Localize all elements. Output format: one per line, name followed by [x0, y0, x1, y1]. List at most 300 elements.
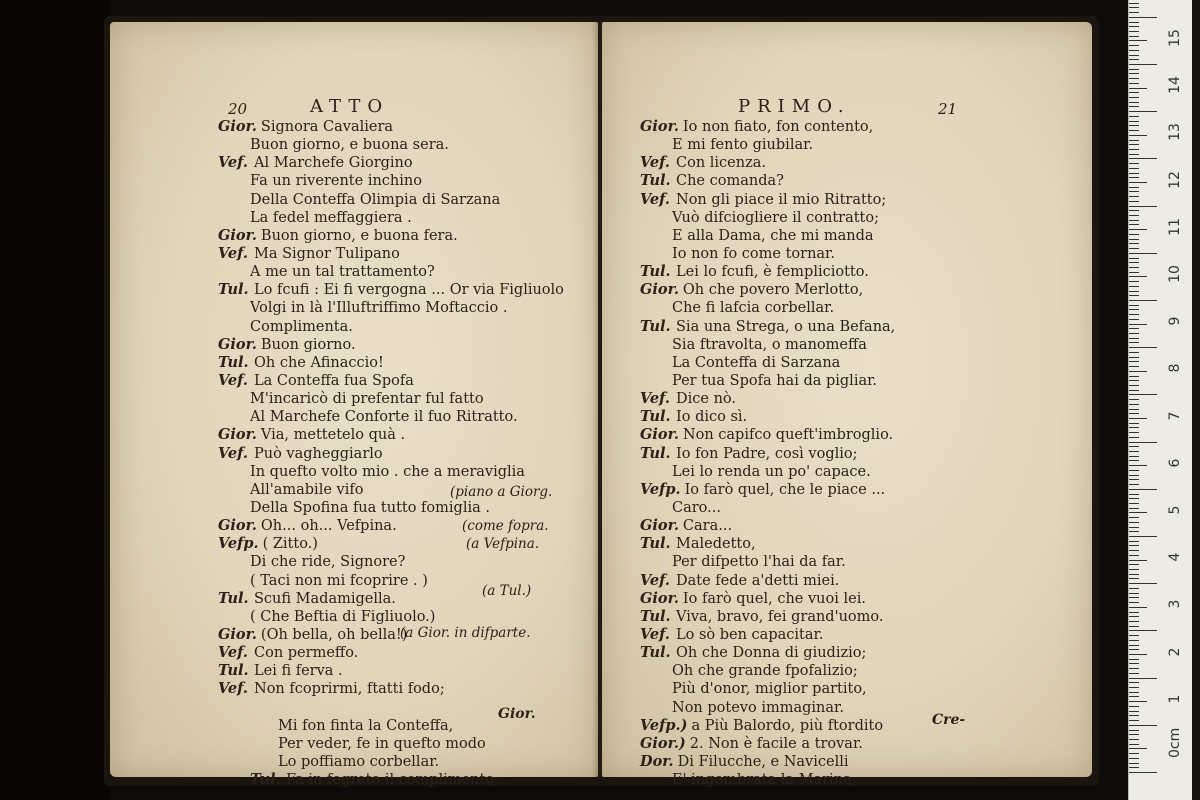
line-text: Della Conteffa Olimpia di Sarzana — [250, 191, 501, 208]
verse-line — [218, 608, 564, 626]
verse-line — [218, 227, 564, 245]
ruler-tick — [1129, 668, 1139, 669]
stage-direction: (a Vefpina. — [466, 536, 540, 552]
ruler-tick — [1129, 555, 1139, 556]
ruler-tick — [1129, 753, 1139, 754]
ruler-label: 0cm — [1167, 727, 1183, 758]
line-text: Può vagheggiarlo — [254, 445, 383, 462]
line-text: Lei lo fcufi, è fempliciotto. — [676, 264, 869, 281]
ruler-label — [1167, 0, 1183, 3]
ruler-tick — [1129, 69, 1139, 70]
ruler-tick — [1129, 692, 1139, 693]
verse-line — [640, 172, 895, 190]
ruler-tick — [1129, 612, 1139, 613]
ruler-tick — [1129, 12, 1139, 13]
verse-line — [218, 463, 564, 481]
ruler-tick — [1129, 300, 1157, 301]
ruler-tick — [1129, 725, 1157, 726]
verse-line — [640, 227, 895, 245]
catchword-left: Gior. — [498, 706, 536, 722]
ruler-tick — [1129, 413, 1139, 414]
line-text: Al Marchefe Giorgino — [254, 155, 413, 172]
ruler-tick — [1129, 59, 1139, 60]
verse-line — [640, 209, 895, 227]
line-text: Io farò quel, che vuoi lei. — [682, 590, 866, 607]
line-text: (Oh bella, oh bella!) — [260, 626, 408, 643]
line-text: Oh... oh... Vefpina. — [260, 518, 397, 535]
left-text-block — [218, 118, 564, 789]
ruler-tick — [1129, 649, 1139, 650]
ruler-tick — [1129, 168, 1139, 169]
ruler-tick — [1129, 588, 1139, 589]
ruler-tick — [1129, 196, 1139, 197]
ruler-tick — [1129, 602, 1139, 603]
ruler-tick — [1129, 706, 1139, 707]
ruler-label: 6 — [1167, 458, 1183, 468]
verse-line — [640, 245, 895, 263]
ruler-tick — [1129, 460, 1139, 461]
verse-line — [640, 572, 895, 590]
verse-line — [640, 390, 895, 408]
line-text: Al Marchefe Conforte il fuo Ritratto. — [250, 409, 518, 426]
ruler-tick — [1129, 26, 1139, 27]
line-text: Di che ride, Signore? — [250, 554, 406, 571]
line-text: Signora Cavaliera — [260, 119, 394, 135]
verse-line — [218, 735, 564, 753]
line-text: Di Filucche, e Navicelli — [677, 753, 849, 770]
ruler-tick — [1129, 7, 1139, 8]
line-text: Io fon Padre, così voglio; — [676, 445, 858, 462]
line-text: Non gli piace il mio Ritratto; — [676, 191, 887, 208]
ruler-tick — [1129, 673, 1139, 674]
ruler-tick — [1129, 224, 1139, 225]
line-text: Dice nò. — [676, 391, 736, 408]
ruler-tick — [1129, 111, 1157, 112]
speaker-name: Vefp. — [640, 480, 681, 498]
ruler-tick — [1129, 645, 1139, 646]
speaker-name: Tul. — [218, 281, 249, 299]
speaker-name: Vef. — [640, 571, 670, 589]
ruler-tick — [1129, 399, 1139, 400]
ruler-tick — [1129, 361, 1139, 362]
verse-line — [640, 771, 895, 789]
ruler-tick — [1129, 635, 1139, 636]
verse-line — [640, 717, 895, 735]
verse-line — [640, 118, 895, 136]
line-text: La Conteffa di Sarzana — [672, 354, 841, 371]
ruler-tick — [1129, 3, 1139, 4]
ruler-tick — [1129, 630, 1157, 631]
speaker-name: Vef. — [218, 644, 248, 662]
verse-line — [218, 299, 564, 317]
page-number-left: 20 — [228, 100, 248, 118]
ruler-tick — [1129, 116, 1139, 117]
verse-line — [640, 408, 895, 426]
verse-line — [640, 445, 895, 463]
verse-line — [218, 118, 564, 136]
background — [0, 0, 110, 800]
ruler-tick — [1129, 102, 1139, 103]
ruler-tick — [1129, 578, 1139, 579]
ruler-tick — [1129, 541, 1139, 542]
speaker-name: Tul. — [250, 771, 281, 789]
ruler-label: 5 — [1167, 505, 1183, 515]
ruler-tick — [1129, 135, 1147, 136]
speaker-name: Vef. — [640, 154, 670, 172]
ruler-tick — [1129, 560, 1147, 561]
ruler-tick — [1129, 88, 1147, 89]
line-text: Lo poffiamo corbellar. — [278, 753, 440, 770]
verse-line — [218, 372, 564, 390]
line-text: Caro... — [672, 499, 721, 516]
ruler-tick — [1129, 640, 1139, 641]
ruler-tick — [1129, 380, 1139, 381]
verse-line — [640, 680, 895, 698]
speaker-name: Gior. — [218, 226, 257, 244]
ruler-edge — [1192, 0, 1200, 800]
verse-line — [218, 245, 564, 263]
speaker-name: Vef. — [218, 244, 248, 262]
verse-line — [218, 209, 564, 227]
line-text: Della Spofina fua tutto fomiglia . — [250, 499, 490, 516]
ruler-tick — [1129, 763, 1139, 764]
line-text: Buon giorno, e buona fera. — [260, 227, 458, 244]
ruler-tick — [1129, 583, 1157, 584]
line-text: Io non fo come tornar. — [672, 245, 835, 262]
line-text: Sia una Strega, o una Befana, — [676, 318, 896, 335]
ruler-label: 7 — [1167, 411, 1183, 421]
ruler-tick — [1129, 210, 1139, 211]
verse-line — [218, 771, 564, 789]
ruler-tick — [1129, 309, 1139, 310]
speaker-name: Tul. — [640, 607, 671, 625]
line-text: Lei fi ferva . — [254, 663, 343, 680]
ruler-tick — [1129, 404, 1139, 405]
speaker-name: Tul. — [640, 644, 671, 662]
ruler-tick — [1129, 36, 1139, 37]
ruler-tick — [1129, 475, 1139, 476]
verse-line — [640, 336, 895, 354]
verse-line — [640, 426, 895, 444]
line-text: ( Taci non mi fcoprire . ) — [250, 572, 428, 589]
ruler-tick — [1129, 64, 1157, 65]
ruler-tick — [1129, 508, 1139, 509]
line-text: Viva, bravo, fei grand'uomo. — [676, 608, 884, 625]
ruler-tick — [1129, 154, 1139, 155]
ruler-tick — [1129, 106, 1139, 107]
ruler-tick — [1129, 503, 1139, 504]
ruler-tick — [1129, 253, 1157, 254]
speaker-name: Tul. — [640, 408, 671, 426]
ruler-tick — [1129, 295, 1139, 296]
speaker-name: Tul. — [218, 662, 249, 680]
verse-line — [640, 481, 895, 499]
ruler-label: 1 — [1167, 694, 1183, 704]
verse-line — [640, 499, 895, 517]
ruler-tick — [1129, 319, 1139, 320]
ruler-tick — [1129, 409, 1139, 410]
ruler-tick — [1129, 536, 1157, 537]
speaker-name: Gior. — [640, 589, 679, 607]
verse-line — [640, 263, 895, 281]
verse-line — [218, 753, 564, 771]
ruler-tick — [1129, 687, 1139, 688]
ruler-tick — [1129, 158, 1157, 159]
ruler-tick — [1129, 767, 1139, 768]
ruler-tick — [1129, 215, 1139, 216]
line-text: E alla Dama, che mi manda — [672, 227, 874, 244]
line-text: Lo sò ben capacitar. — [676, 626, 824, 643]
speaker-name: Tul. — [218, 589, 249, 607]
ruler-tick — [1129, 173, 1139, 174]
ruler-tick — [1129, 744, 1139, 745]
ruler-tick — [1129, 328, 1139, 329]
ruler-tick — [1129, 484, 1139, 485]
ruler-tick — [1129, 281, 1139, 282]
line-text: ( Zitto.) — [262, 536, 318, 553]
ruler-tick — [1129, 385, 1139, 386]
ruler-tick — [1129, 121, 1139, 122]
verse-line — [640, 608, 895, 626]
catchword-right: Cre- — [932, 712, 966, 728]
ruler-tick — [1129, 456, 1139, 457]
verse-line — [218, 662, 564, 680]
verse-line — [218, 136, 564, 154]
ruler-tick — [1129, 531, 1139, 532]
ruler-tick — [1129, 201, 1139, 202]
ruler-label: 13 — [1167, 123, 1183, 142]
ruler-tick — [1129, 73, 1139, 74]
verse-line — [218, 445, 564, 463]
ruler-tick — [1129, 267, 1139, 268]
ruler-tick — [1129, 569, 1139, 570]
line-text: Non potevo immaginar. — [672, 699, 844, 716]
measurement-ruler — [1128, 0, 1193, 800]
line-text: Oh che Afinaccio! — [254, 354, 384, 371]
ruler-tick — [1129, 314, 1139, 315]
speaker-name: Tul. — [640, 444, 671, 462]
line-text: E mi fento giubilar. — [672, 137, 814, 154]
ruler-tick — [1129, 394, 1157, 395]
line-text: Buon giorno, e buona sera. — [250, 137, 449, 154]
line-text: Io farò quel, che le piace ... — [684, 481, 886, 498]
ruler-tick — [1129, 711, 1139, 712]
ruler-tick — [1129, 177, 1139, 178]
ruler-tick — [1129, 83, 1139, 84]
ruler-tick — [1129, 92, 1139, 93]
speaker-name: Dor. — [640, 752, 674, 770]
ruler-tick — [1129, 748, 1147, 749]
ruler-tick — [1129, 182, 1147, 183]
page-number-right: 21 — [938, 100, 958, 118]
line-text: All'amabile vifo — [250, 481, 364, 498]
line-text: Sia ftravolta, o manomeffa — [672, 336, 867, 353]
ruler-tick — [1129, 517, 1139, 518]
ruler-tick — [1129, 17, 1157, 18]
ruler-tick — [1129, 418, 1147, 419]
ruler-tick — [1129, 130, 1139, 131]
ruler-tick — [1129, 234, 1139, 235]
ruler-tick — [1129, 286, 1139, 287]
line-text: Via, mettetelo quà . — [260, 427, 406, 444]
ruler-tick — [1129, 78, 1139, 79]
ruler-tick — [1129, 593, 1139, 594]
verse-line — [640, 299, 895, 317]
verse-line — [218, 553, 564, 571]
ruler-tick — [1129, 229, 1147, 230]
verse-line — [640, 318, 895, 336]
verse-line — [218, 408, 564, 426]
line-text: Scufi Madamigella. — [254, 590, 396, 607]
ruler-tick — [1129, 31, 1139, 32]
stage-direction: (piano a Giorg. — [450, 484, 553, 500]
speaker-name: Vef. — [218, 154, 248, 172]
ruler-tick — [1129, 437, 1139, 438]
verse-line — [218, 680, 564, 698]
line-text: Lei lo renda un po' capace. — [672, 463, 871, 480]
ruler-tick — [1129, 239, 1139, 240]
speaker-name: Tul. — [218, 353, 249, 371]
ruler-tick — [1129, 465, 1147, 466]
line-text: Date fede a'detti miei. — [676, 572, 840, 589]
ruler-tick — [1129, 715, 1139, 716]
ruler-label: 4 — [1167, 552, 1183, 562]
ruler-label: 2 — [1167, 647, 1183, 657]
line-text: 2. Non è facile a trovar. — [689, 735, 863, 752]
ruler-tick — [1129, 682, 1139, 683]
ruler-tick — [1129, 55, 1139, 56]
ruler-tick — [1129, 347, 1157, 348]
ruler-tick — [1129, 479, 1139, 480]
verse-line — [218, 263, 564, 281]
ruler-tick — [1129, 291, 1139, 292]
verse-line — [640, 662, 895, 680]
ruler-tick — [1129, 626, 1139, 627]
ruler-tick — [1129, 258, 1139, 259]
running-head-right: PRIMO. — [738, 96, 851, 117]
stage-direction: (a Gior. in difparte. — [400, 625, 531, 641]
line-text: a Più Balordo, più ftordito — [691, 717, 884, 734]
ruler-tick — [1129, 427, 1139, 428]
ruler-tick — [1129, 489, 1157, 490]
ruler-tick — [1129, 772, 1157, 773]
ruler-tick — [1129, 50, 1139, 51]
ruler-tick — [1129, 621, 1139, 622]
verse-line — [218, 426, 564, 444]
speaker-name: Gior. — [640, 426, 679, 444]
line-text: In quefto volto mio . che a meraviglia — [250, 463, 525, 480]
ruler-tick — [1129, 654, 1147, 655]
ruler-tick — [1129, 22, 1139, 23]
verse-line — [218, 354, 564, 372]
verse-line — [640, 154, 895, 172]
ruler-tick — [1129, 333, 1139, 334]
line-text: Volgi in là l'Illuftriffimo Moftaccio . — [250, 300, 508, 317]
line-text: Con permeffo. — [254, 645, 359, 662]
ruler-tick — [1129, 678, 1157, 679]
line-text: A me un tal trattamento? — [250, 264, 435, 281]
verse-line — [640, 517, 895, 535]
speaker-name: Gior. — [218, 625, 257, 643]
line-text: Oh che grande fpofalizio; — [672, 663, 858, 680]
ruler-tick — [1129, 498, 1139, 499]
right-page — [602, 22, 1092, 789]
ruler-tick — [1129, 338, 1139, 339]
speaker-name: Vef. — [640, 390, 670, 408]
ruler-tick — [1129, 701, 1147, 702]
line-text: E' ingombrata la Marina; — [672, 772, 857, 789]
ruler-tick — [1129, 522, 1139, 523]
verse-line — [218, 390, 564, 408]
ruler-tick — [1129, 371, 1147, 372]
line-text: Io non fiato, fon contento, — [682, 119, 874, 135]
line-text: Con licenza. — [676, 155, 766, 172]
line-text: Non fcoprirmi, ftatti fodo; — [254, 681, 445, 698]
line-text: Buon giorno. — [260, 336, 356, 353]
speaker-name: Gior. — [218, 335, 257, 353]
verse-line — [640, 553, 895, 571]
speaker-name: Gior. — [218, 118, 257, 135]
line-text: Oh che Donna di giudizio; — [676, 645, 867, 662]
speaker-name: Tul. — [640, 535, 671, 553]
line-text: Complimenta. — [250, 318, 353, 335]
ruler-tick — [1129, 248, 1139, 249]
ruler-tick — [1129, 163, 1139, 164]
ruler-tick — [1129, 187, 1139, 188]
verse-line — [218, 191, 564, 209]
ruler-tick — [1129, 446, 1139, 447]
ruler-tick — [1129, 663, 1139, 664]
speaker-name: Vef. — [218, 680, 248, 698]
speaker-name: Vef. — [640, 625, 670, 643]
ruler-label: 15 — [1167, 29, 1183, 47]
ruler-tick — [1129, 758, 1139, 759]
ruler-tick — [1129, 607, 1147, 608]
line-text: Che comanda? — [676, 173, 784, 190]
verse-line — [640, 535, 895, 553]
ruler-label: 11 — [1167, 217, 1183, 236]
line-text: La Conteffa fua Spofa — [254, 372, 414, 389]
verse-line — [640, 463, 895, 481]
line-text: Mi fon finta la Conteffa, — [278, 717, 454, 734]
ruler-tick — [1129, 352, 1139, 353]
stage-direction: (a Tul.) — [482, 583, 532, 599]
speaker-name: Vef. — [218, 444, 248, 462]
speaker-name: Gior.) — [640, 734, 686, 752]
ruler-label: 14 — [1167, 76, 1183, 95]
verse-line — [640, 281, 895, 299]
speaker-name: Vefp. — [218, 535, 259, 553]
speaker-name: Vefp.) — [640, 716, 688, 734]
verse-line — [640, 753, 895, 771]
stage-direction: (come fopra. — [462, 518, 549, 534]
ruler-tick — [1129, 342, 1139, 343]
ruler-tick — [1129, 45, 1139, 46]
ruler-tick — [1129, 739, 1139, 740]
ruler-tick — [1129, 140, 1139, 141]
ruler-tick — [1129, 144, 1139, 145]
line-text: M'incaricò di prefentar ful fatto — [250, 391, 484, 408]
ruler-tick — [1129, 262, 1139, 263]
ruler-tick — [1129, 734, 1139, 735]
verse-line — [218, 281, 564, 299]
ruler-label: 10 — [1167, 265, 1183, 283]
line-text: Fa un riverente inchino — [250, 173, 422, 190]
verse-line — [640, 354, 895, 372]
verse-line — [218, 499, 564, 517]
ruler-label: 9 — [1167, 316, 1183, 326]
line-text: Più d'onor, miglior partito, — [672, 681, 867, 698]
